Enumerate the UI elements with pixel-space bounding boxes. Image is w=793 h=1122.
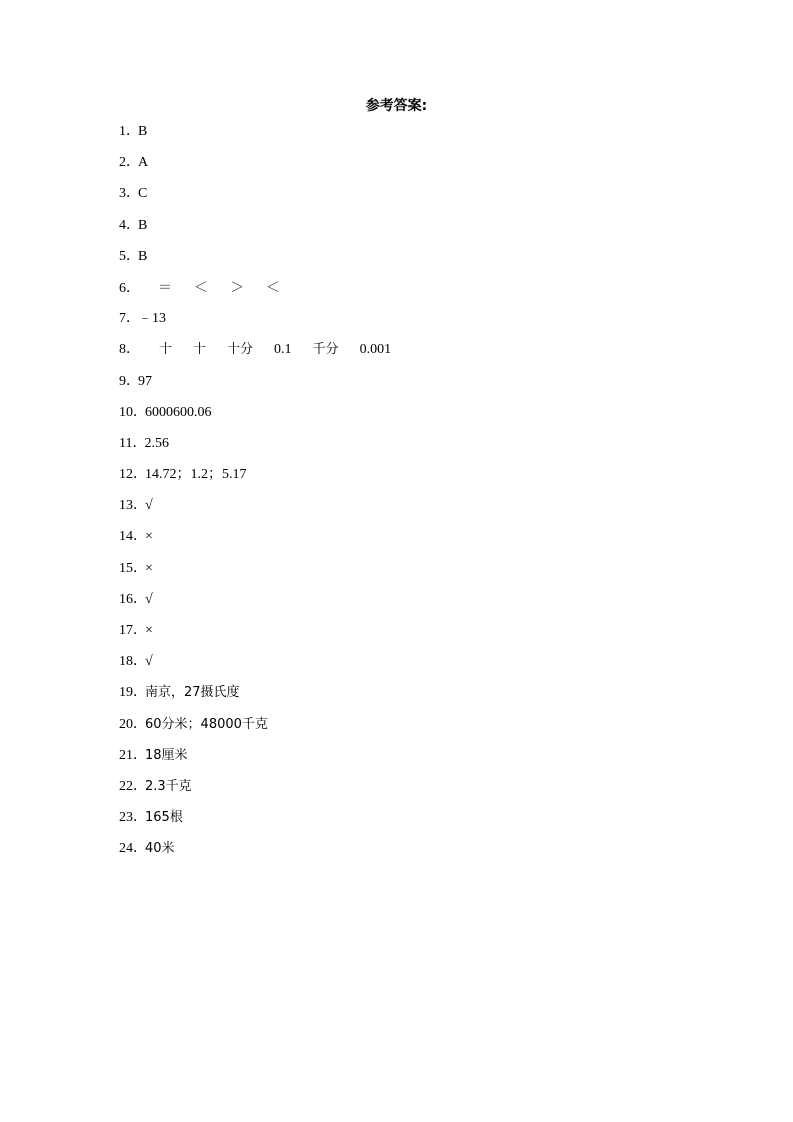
answer-parts: [138, 278, 280, 299]
answer-part: ＝: [158, 279, 172, 296]
answer-item-3: [119, 184, 391, 215]
answer-item-7: [119, 309, 391, 340]
answer-text: 165根: [145, 810, 183, 826]
answer-item-5: [119, 247, 391, 278]
answer-separator: ．: [133, 810, 147, 826]
answer-text: B: [138, 248, 148, 264]
answer-number: 22: [119, 778, 133, 794]
answer-item-16: [119, 590, 391, 621]
answer-separator: ．: [133, 560, 147, 576]
answer-text: ﹣13: [138, 311, 166, 327]
answer-list: [119, 122, 391, 871]
page-title: 参考答案:: [365, 98, 428, 114]
answer-item-15: [119, 559, 391, 590]
answer-text: 2.56: [144, 435, 169, 451]
answer-item-12: [119, 465, 391, 496]
answer-separator: ．: [126, 124, 140, 139]
answer-item-21: [119, 746, 391, 777]
answer-text: 2.3千克: [145, 778, 192, 794]
answer-separator: ．: [126, 373, 140, 389]
cross-mark-icon: ×: [145, 560, 153, 576]
answer-separator: ．: [133, 778, 147, 794]
answer-number: 9: [119, 373, 126, 389]
answer-text: C: [138, 186, 148, 202]
answer-separator: ．: [133, 654, 147, 670]
answer-separator: ．: [126, 342, 140, 358]
answer-number: 15: [119, 560, 133, 576]
answer-separator: ．: [126, 248, 140, 264]
answer-separator: ．: [133, 747, 147, 763]
answer-text: 6000600.06: [145, 404, 212, 420]
answer-text: 40米: [145, 841, 175, 857]
answer-item-4: [119, 216, 391, 247]
answer-item-2: [119, 153, 391, 184]
answer-text: 14.72；1.2；5.17: [145, 467, 247, 483]
answer-number: 21: [119, 747, 133, 763]
answer-separator: ．: [133, 498, 147, 514]
answer-separator: ．: [133, 467, 147, 483]
answer-item-9: [119, 372, 391, 403]
answer-number: 12: [119, 467, 133, 483]
answer-number: 5: [119, 248, 126, 264]
answer-part: ＜: [194, 279, 208, 296]
answer-number: 1: [119, 124, 126, 139]
answer-item-8: [119, 340, 391, 371]
answer-number: 2: [119, 155, 126, 171]
answer-number: 10: [119, 404, 133, 420]
check-mark-icon: √: [145, 498, 153, 514]
answer-number: 3: [119, 186, 126, 202]
answer-text: 南京，27摄氏度: [145, 685, 240, 701]
answer-item-18: [119, 652, 391, 683]
answer-number: 11: [119, 435, 133, 451]
answer-item-19: [119, 683, 391, 714]
answer-separator: ．: [133, 841, 147, 857]
answer-part: 十: [193, 342, 207, 358]
answer-part: 十分: [227, 342, 254, 358]
answer-item-23: [119, 808, 391, 839]
answer-number: 7: [119, 311, 126, 327]
answer-separator: ．: [133, 685, 147, 701]
answer-number: 18: [119, 654, 133, 670]
cross-mark-icon: ×: [145, 623, 153, 638]
answer-item-13: [119, 496, 391, 527]
answer-separator: ．: [133, 404, 147, 420]
answer-number: 6: [119, 280, 126, 296]
answer-item-22: [119, 777, 391, 808]
answer-separator: ．: [133, 716, 147, 732]
answer-text: B: [138, 217, 148, 233]
answer-text: 18厘米: [145, 747, 188, 763]
answer-number: 4: [119, 217, 126, 233]
check-mark-icon: √: [145, 654, 153, 670]
answer-separator: ．: [126, 217, 140, 233]
answer-item-20: [119, 715, 391, 746]
answer-text: A: [138, 155, 149, 171]
answer-text: 60分米；48000千克: [145, 716, 268, 732]
answer-item-24: [119, 839, 391, 870]
answer-part: 千分: [312, 342, 339, 358]
answer-number: 23: [119, 810, 133, 826]
answer-separator: ．: [126, 186, 140, 202]
answer-separator: ．: [133, 591, 147, 607]
answer-part: ＞: [230, 279, 244, 296]
answer-parts: [138, 340, 391, 360]
answer-number: 14: [119, 529, 133, 545]
answer-part: 0.001: [359, 342, 392, 358]
answer-separator: ．: [133, 623, 147, 638]
answer-number: 19: [119, 685, 133, 701]
answer-separator: ．: [126, 155, 140, 171]
answer-part: 0.1: [274, 342, 292, 358]
answer-item-1: [119, 122, 391, 153]
answer-separator: ．: [132, 435, 147, 451]
answer-item-17: [119, 621, 391, 652]
answer-text: 97: [138, 373, 152, 389]
answer-text: B: [138, 124, 148, 139]
answer-number: 8: [119, 342, 126, 358]
answer-number: 13: [119, 498, 133, 514]
answer-item-14: [119, 527, 391, 558]
answer-separator: ．: [126, 280, 140, 296]
answer-number: 16: [119, 591, 133, 607]
check-mark-icon: √: [145, 591, 153, 607]
answer-separator: ．: [133, 529, 147, 545]
answer-item-10: [119, 403, 391, 434]
answer-number: 20: [119, 716, 133, 732]
answer-part: ＜: [266, 279, 280, 296]
answer-number: 24: [119, 841, 133, 857]
cross-mark-icon: ×: [145, 529, 153, 545]
answer-separator: ．: [126, 311, 140, 327]
answer-item-6: [119, 278, 391, 309]
answer-part: 十: [159, 342, 173, 358]
answer-number: 17: [119, 623, 133, 638]
answer-item-11: [119, 434, 391, 465]
